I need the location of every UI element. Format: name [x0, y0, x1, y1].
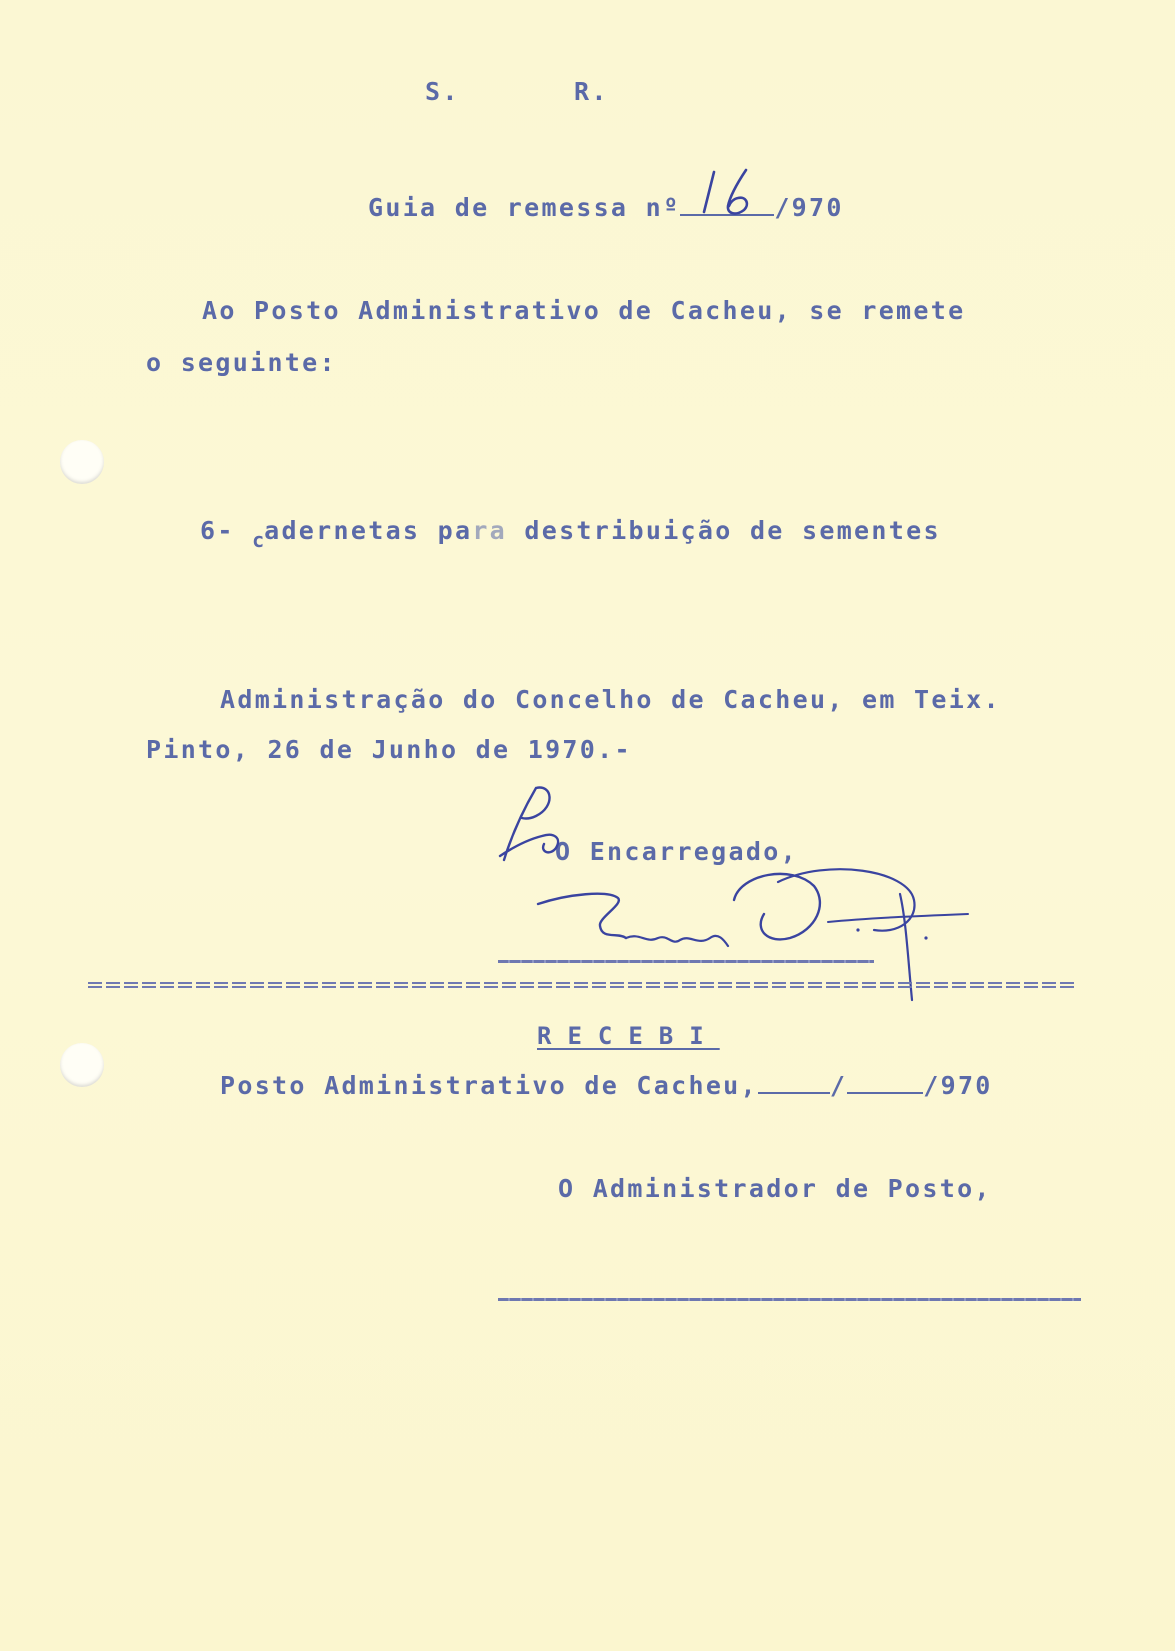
address-line-1: Ao Posto Administrativo de Cacheu, se remete — [202, 296, 966, 325]
header-left: S. — [425, 77, 460, 106]
item-text: adernetas pa — [264, 516, 473, 545]
section-divider — [88, 982, 1078, 988]
guia-line — [368, 193, 844, 222]
guia-suffix: /970 — [774, 193, 844, 222]
signature-line — [498, 960, 874, 963]
punch-hole-top — [60, 440, 104, 484]
receipt-heading: RECEBI — [537, 1022, 720, 1050]
receipt-day-field[interactable] — [758, 1072, 830, 1094]
receipt-line-prefix: Posto Administrativo de Cacheu, — [220, 1071, 758, 1100]
punch-hole-bottom — [60, 1043, 104, 1087]
guia-number-field — [680, 194, 774, 216]
item-text-2: destribuição de sementes — [507, 516, 941, 545]
receipt-administrator-title: O Administrador de Posto, — [558, 1174, 992, 1203]
closing-line-2: Pinto, 26 de Junho de 1970.- — [146, 735, 632, 764]
receipt-date-separator: / — [829, 1071, 848, 1100]
receipt-year-suffix: /970 — [923, 1071, 993, 1100]
header-right: R. — [574, 77, 609, 106]
item-sub-letter: c — [252, 528, 265, 552]
receipt-line — [220, 1071, 993, 1100]
address-line-2: o seguinte: — [146, 348, 337, 377]
receipt-signature-line — [498, 1298, 1081, 1301]
signatory-initials-handwriting — [492, 782, 582, 866]
signatory-title: O Encarregado, — [555, 837, 798, 866]
guia-prefix: Guia de remessa nº — [368, 193, 681, 222]
item-overtyped: ra — [472, 516, 508, 545]
guia-number-handwriting — [700, 166, 770, 218]
closing-line-1: Administração do Concelho de Cacheu, em Teix. — [220, 685, 1001, 714]
receipt-month-field[interactable] — [847, 1072, 923, 1094]
item-line — [200, 516, 941, 552]
item-quantity: 6- — [200, 516, 235, 545]
